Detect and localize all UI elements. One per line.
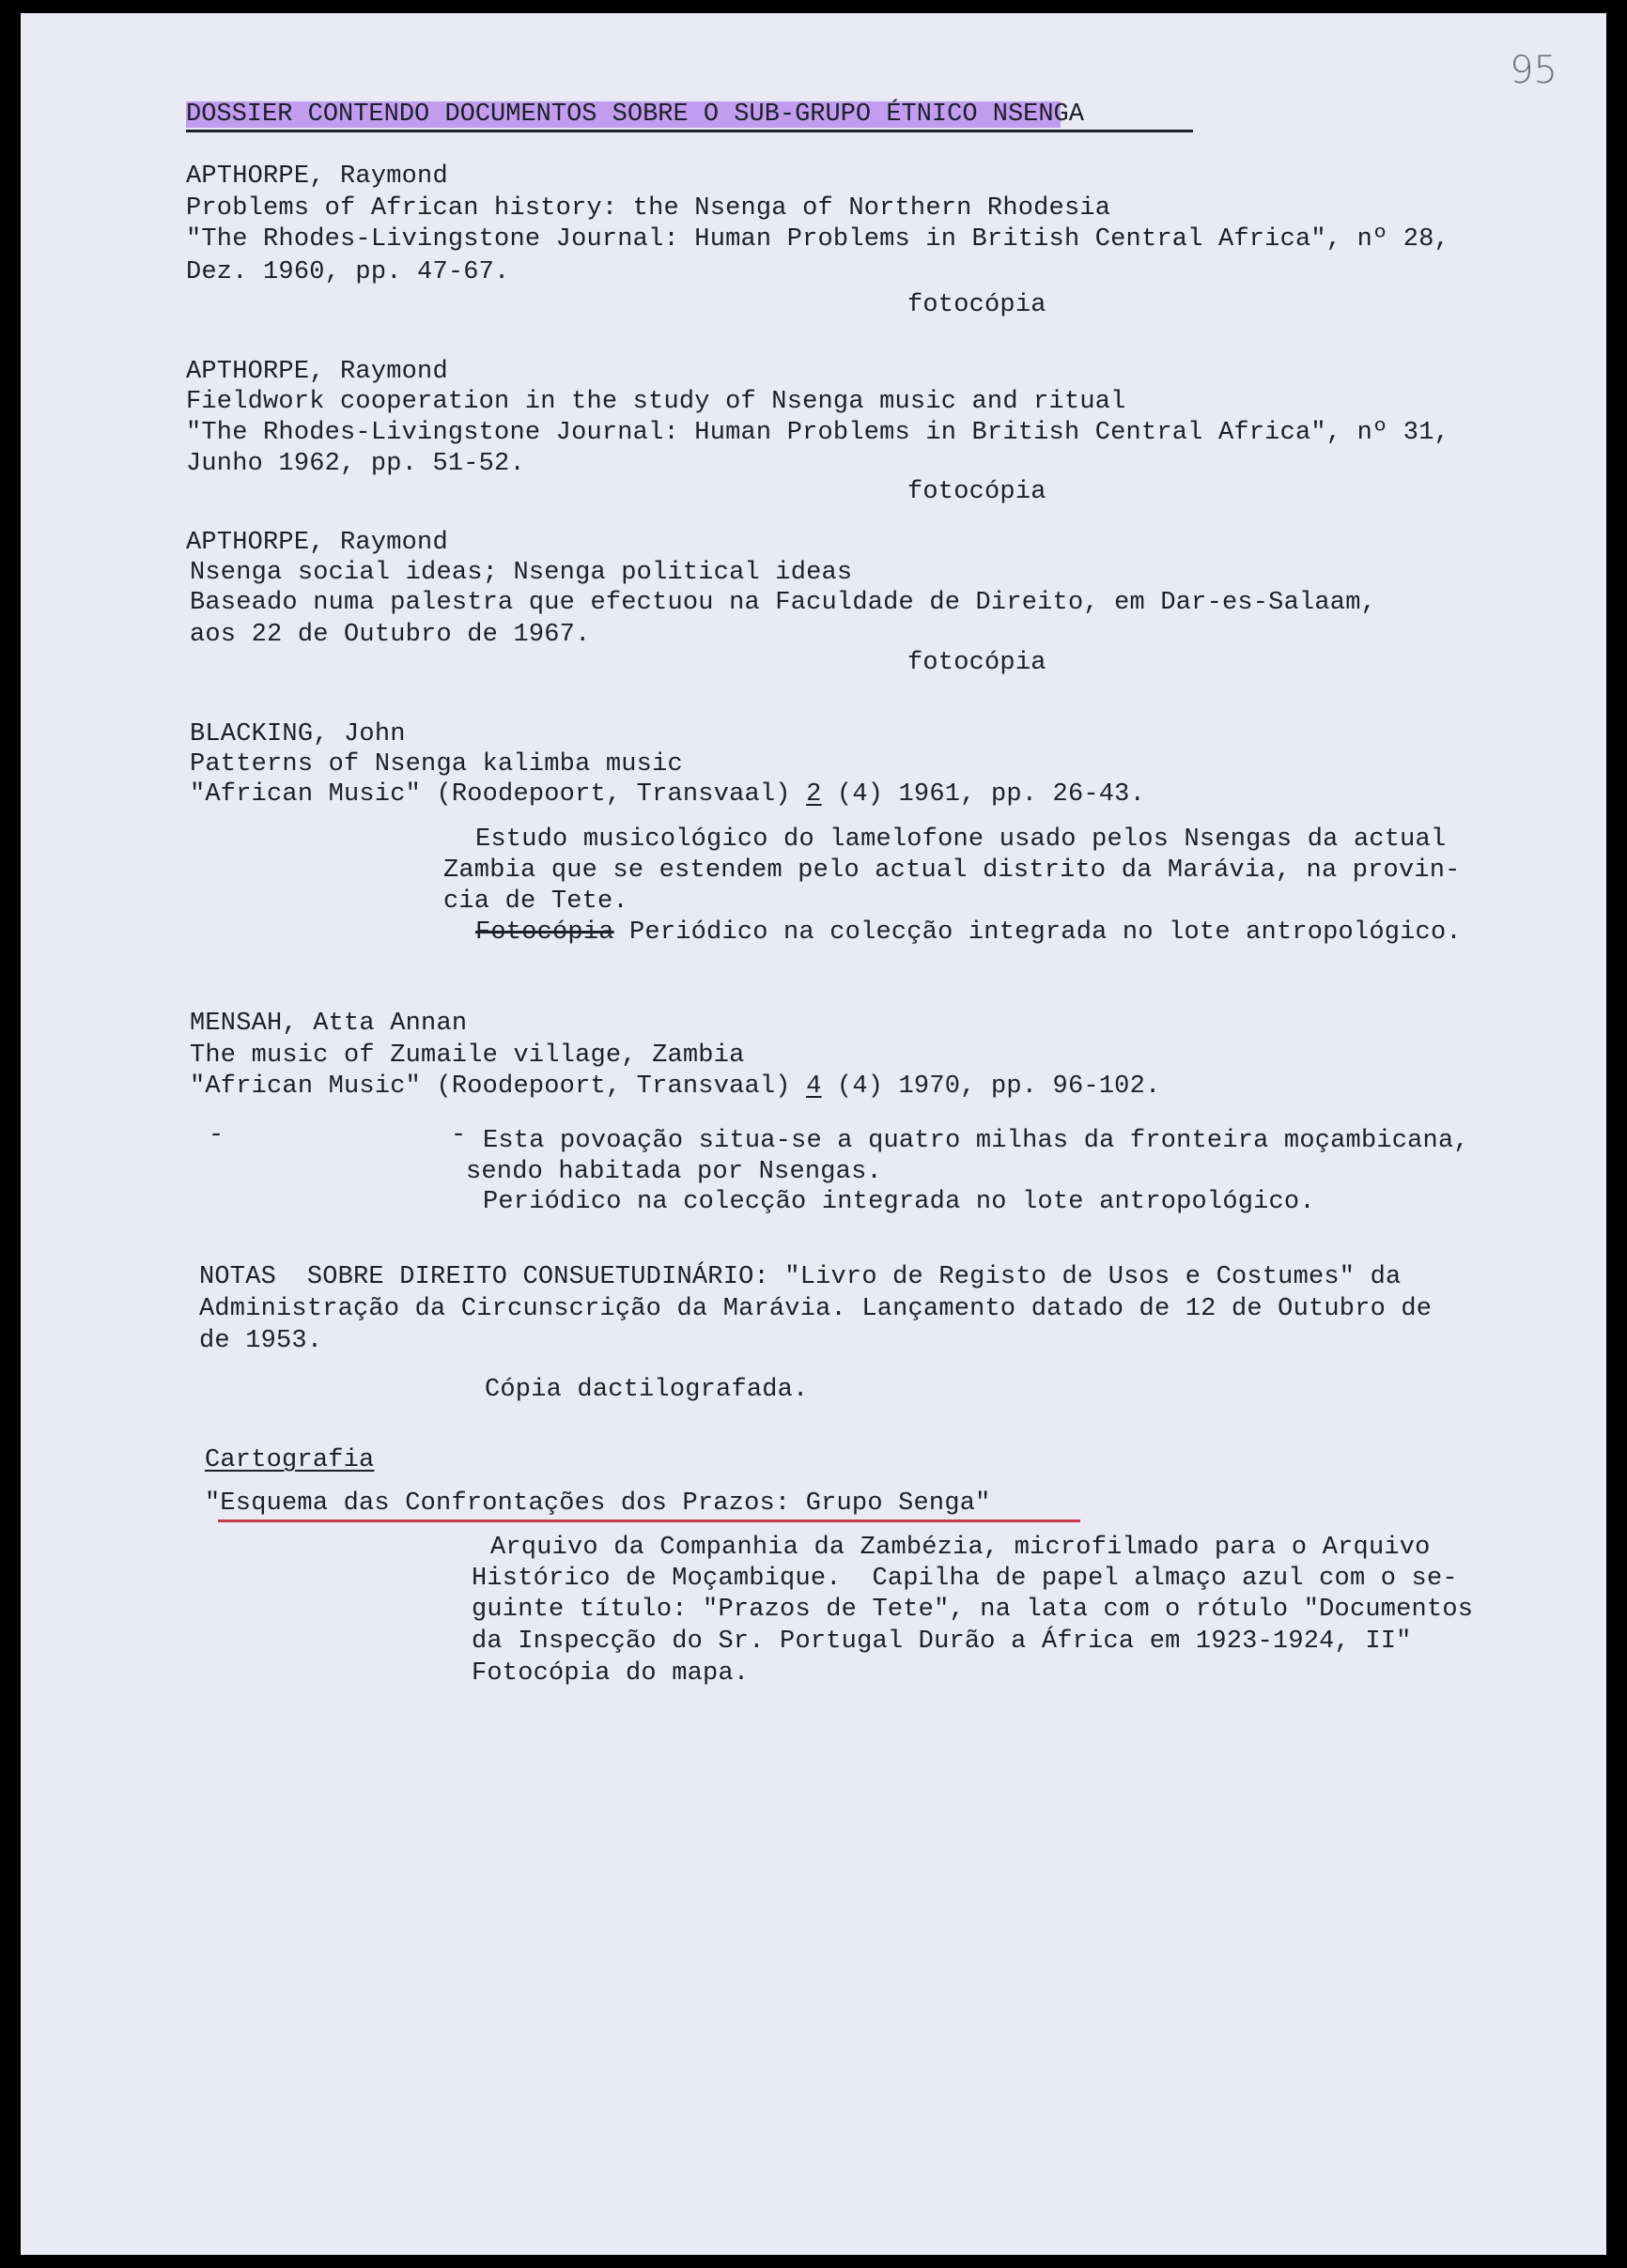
entry-title: The music of Zumaile village, Zambia	[190, 1041, 745, 1070]
source-journal: "African Music" (Roodepoort, Transvaal)	[190, 1072, 807, 1101]
cartografia-title: "Esquema das Confrontações dos Prazos: Grupo Senga"	[205, 1489, 991, 1518]
margin-dash: -	[209, 1121, 225, 1149]
struck-word: Fotocópia	[475, 918, 614, 947]
entry-note-line	[475, 918, 1462, 948]
heading-underline	[186, 130, 1193, 132]
document-page	[21, 13, 1606, 2255]
notas-line: de 1953.	[199, 1327, 323, 1355]
entry-author: APTHORPE, Raymond	[186, 162, 448, 191]
source-volume: 2	[806, 780, 822, 809]
entry-note-line: sendo habitada por Nsengas.	[466, 1158, 882, 1186]
notas-format: Cópia dactilografada.	[485, 1376, 809, 1404]
entry-source: "The Rhodes-Livingstone Journal: Human Problems in British Central Africa", nº 28,	[186, 225, 1450, 254]
entry-source	[190, 779, 1145, 810]
entry-note-line: Periódico na colecção integrada no lote antropológico.	[483, 1188, 1315, 1216]
entry-source: Baseado numa palestra que efectuou na Faculdade de Direito, em Dar-es-Salaam,	[190, 589, 1377, 617]
document-heading	[186, 100, 1084, 130]
entry-author: APTHORPE, Raymond	[186, 529, 448, 557]
entry-format: fotocópia	[907, 478, 1046, 506]
cartografia-note-line: Arquivo da Companhia da Zambézia, microfilmado para o Arquivo	[490, 1534, 1431, 1562]
notas-line: NOTAS SOBRE DIREITO CONSUETUDINÁRIO: "Livro de Registo de Usos e Costumes" da	[199, 1263, 1402, 1291]
cartografia-note-line: Histórico de Moçambique. Capilha de papel almaço azul com o se-	[472, 1565, 1458, 1593]
entry-author: APTHORPE, Raymond	[186, 358, 448, 386]
entry-author: MENSAH, Atta Annan	[190, 1010, 468, 1038]
entry-note-line: Estudo musicológico do lamelofone usado pelos Nsengas da actual	[475, 825, 1447, 854]
note-text: Periódico na colecção integrada no lote antropológico.	[613, 918, 1462, 947]
notas-line: Administração da Circunscrição da Marávia. Lançamento datado de 12 de Outubro de	[199, 1295, 1433, 1323]
entry-source-date: Junho 1962, pp. 51-52.	[186, 450, 525, 478]
cartografia-note-line: da Inspecção do Sr. Portugal Durão a África em 1923-1924, II"	[472, 1628, 1412, 1656]
source-issue: (4) 1961, pp. 26-43.	[821, 780, 1145, 809]
entry-title: Nsenga social ideas; Nsenga political ideas	[190, 559, 853, 587]
entry-format: fotocópia	[907, 291, 1046, 319]
source-issue: (4) 1970, pp. 96-102.	[821, 1072, 1161, 1101]
entry-source-date: Dez. 1960, pp. 47-67.	[186, 258, 510, 286]
entry-note-line: Esta povoação situa-se a quatro milhas da fronteira moçambicana,	[483, 1127, 1469, 1155]
entry-title: Patterns of Nsenga kalimba music	[190, 750, 683, 779]
heading-text: DOSSIER CONTENDO DOCUMENTOS SOBRE O SUB-GRUPO ÉTNICO NSENGA	[186, 100, 1084, 129]
entry-source: "The Rhodes-Livingstone Journal: Human Problems in British Central Africa", nº 31,	[186, 419, 1450, 447]
entry-source	[190, 1072, 1160, 1102]
entry-note-line: Zambia que se estendem pelo actual distrito da Marávia, na provin-	[443, 856, 1461, 885]
margin-dash: -	[451, 1121, 467, 1149]
entry-source-date: aos 22 de Outubro de 1967.	[190, 621, 591, 649]
entry-note-line: cia de Tete.	[443, 887, 628, 916]
source-journal: "African Music" (Roodepoort, Transvaal)	[190, 780, 807, 809]
entry-author: BLACKING, John	[190, 720, 406, 748]
entry-title: Problems of African history: the Nsenga of Northern Rhodesia	[186, 194, 1111, 223]
entry-format: fotocópia	[907, 649, 1046, 677]
source-volume: 4	[806, 1072, 822, 1101]
entry-title: Fieldwork cooperation in the study of Nsenga music and ritual	[186, 388, 1126, 416]
cartografia-note-line: guinte título: "Prazos de Tete", na lata com o rótulo "Documentos	[472, 1596, 1474, 1624]
cartografia-note-line: Fotocópia do mapa.	[472, 1659, 750, 1688]
red-pen-underline	[218, 1520, 1080, 1522]
cartografia-heading: Cartografia	[205, 1446, 375, 1474]
page-number: 95	[1510, 49, 1557, 92]
